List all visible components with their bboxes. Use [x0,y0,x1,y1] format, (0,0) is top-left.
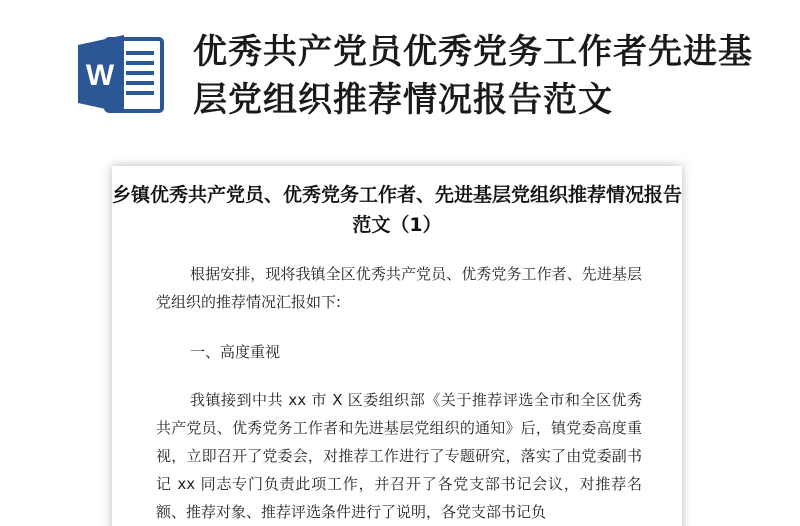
header [0,0,800,140]
word-document-icon [76,33,164,115]
word-letter-w: W [85,59,115,92]
paragraph-body: 我镇接到中共 xx 市 X 区委组织部《关于推荐评选全市和全区优秀共产党员、优秀党务工作者和先进基层党组织的通知》后，镇党委高度重视，立即召开了党委会，对推荐工作进行了专题研究，落实了由党委副书记 xx 同志专门负责此项工作，并召开了各党支部书记会议，对推荐名额、推荐对象、推荐评选条件进行了说明，各党支部书记负 [156,391,642,521]
document-heading: 乡镇优秀共产党员、优秀党务工作者、先进基层党组织推荐情况报告范文（1） [112,184,682,236]
section-heading: 一、高度重视 [190,343,281,361]
page-title: 优秀共产党员优秀党务工作者先进基层党组织推荐情况报告范文 [193,32,753,120]
paragraph-intro: 根据安排，现将我镇全区优秀共产党员、优秀党务工作者、先进基层党组织的推荐情况汇报如下: [156,265,642,311]
document-page [112,166,682,526]
